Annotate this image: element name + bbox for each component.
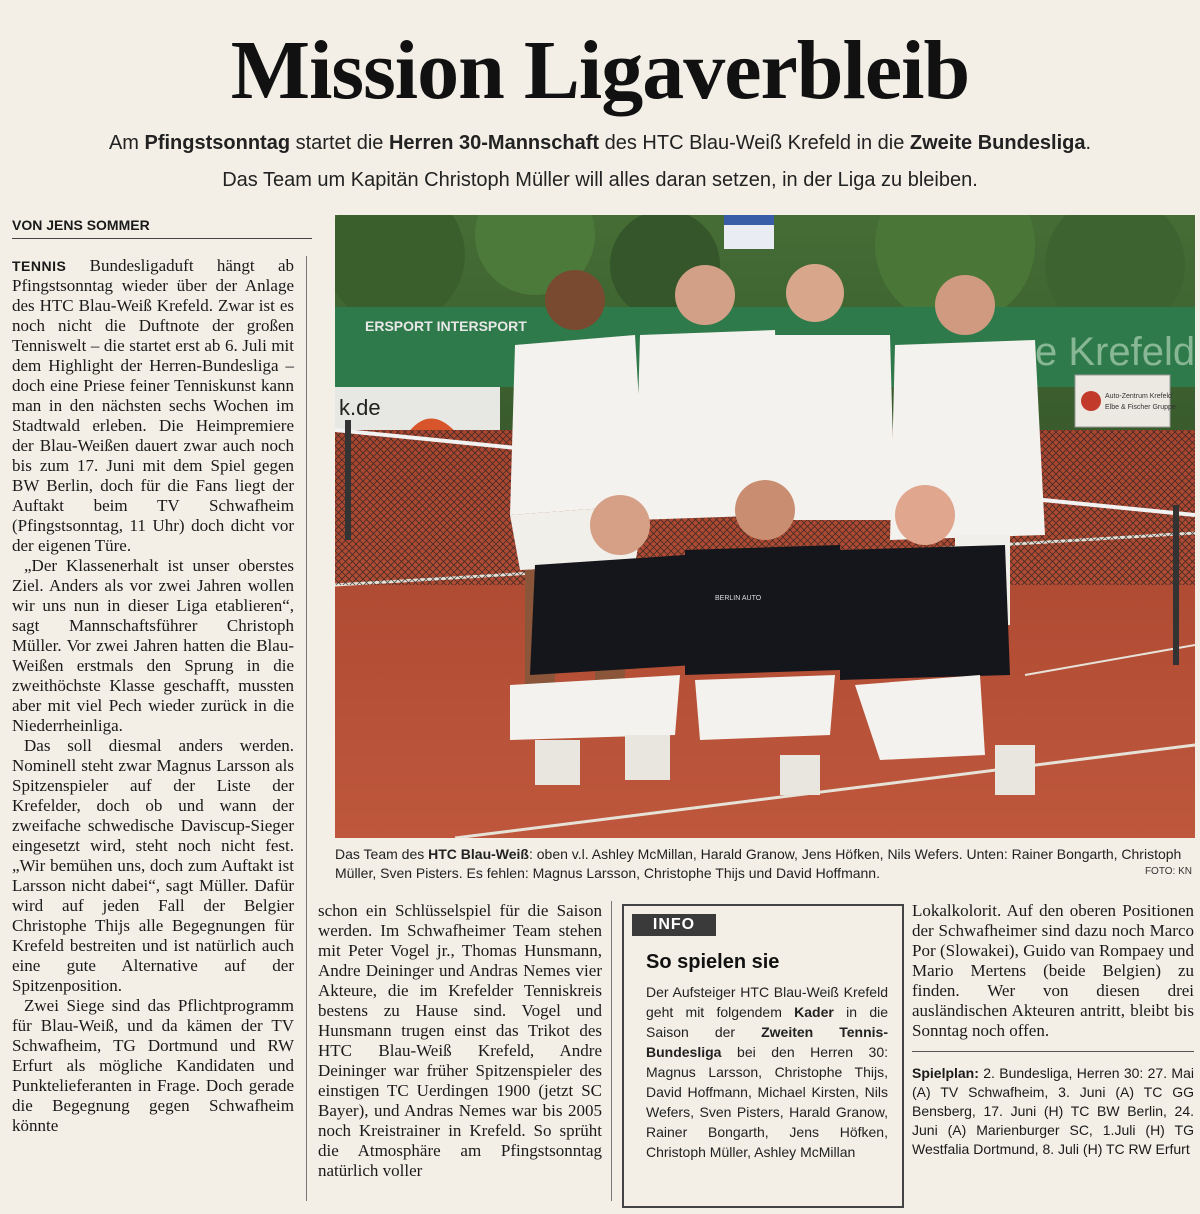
sub-bold-herren: Herren 30-Mannschaft bbox=[388, 132, 600, 154]
info-bold-liga: Zweiten Tennis-Bundesliga bbox=[646, 1024, 888, 1060]
article-column-3 bbox=[912, 901, 1194, 1159]
caption-text: Das Team des bbox=[335, 846, 429, 862]
column-divider bbox=[611, 901, 612, 1201]
sub-text: Am bbox=[108, 132, 145, 154]
paragraph-text: Bundesligaduft hängt ab Pfingstsonntag wieder über der Anlage des HTC Blau-Weiß Krefeld. Zwar ist es noch nicht die Duftnote der großen Tenniswelt – die startet erst ab 6. Juli mit dem Highlight der Herren-Bundesliga – doch eine Priese feiner Tenniskunst kann man in den nächsten sechs Wochen im Stadtwald erleben. Die Heimpremiere der Blau-Weißen dauert zwar auch noch bis zum 17. Juni mit dem Spiel gegen BW Berlin, doch für die Fans liegt der Auftakt beim TV Schwafheim (Pfingstsonntag, 11 Uhr) doch dicht vor der eigenen Türe. bbox=[12, 256, 294, 555]
info-body bbox=[646, 982, 888, 1162]
article-column-2 bbox=[318, 901, 602, 1181]
shirt-text: BERLIN AUTO bbox=[715, 595, 762, 602]
photo-caption bbox=[335, 845, 1195, 883]
info-title: So spielen sie bbox=[646, 951, 780, 973]
info-tag: INFO bbox=[632, 914, 716, 936]
info-text: Der Aufsteiger HTC Blau-Weiß Krefeld geht mit folgendem bbox=[646, 984, 888, 1020]
subheadline-line-2: Das Team um Kapitän Christoph Müller will alles daran setzen, in der Liga zu bleiben. bbox=[222, 169, 978, 191]
paragraph-4: Zwei Siege sind das Pflichtprogramm für Blau-Weiß, und da kämen der TV Schwafheim, TG Dortmund und RW Erfurt als mögliche Kandidaten und Punktelieferanten in Frage. Doch gerade die Begegnung gegen Schwafheim könnte bbox=[12, 996, 294, 1135]
banner-text: ERSPORT INTERSPORT bbox=[365, 318, 527, 334]
info-text: in die Saison der bbox=[646, 1004, 888, 1040]
sub-text: des HTC Blau-Weiß Krefeld in die bbox=[599, 132, 910, 154]
byline: VON JENS SOMMER bbox=[12, 216, 312, 239]
caption-bold: HTC Blau-Weiß bbox=[428, 846, 529, 862]
subheadline-line-1 bbox=[0, 131, 1200, 155]
headline: Mission Ligaverbleib bbox=[230, 24, 970, 117]
caption-text: : oben v.l. Ashley McMillan, Harald Granow, Jens Höfken, Nils Wefers. Unten: Rainer Bongarth, Christoph Müller, Sven Pisters. Es fehlen: Magnus Larsson, Christophe Thijs und David Hoffmann. bbox=[335, 846, 1182, 881]
sign-text: k.de bbox=[339, 395, 381, 420]
info-box bbox=[622, 904, 904, 1208]
paragraph-3: Das soll diesmal anders werden. Nominell steht zwar Magnus Larsson als Spitzenspieler auf der Liste der Krefelder, doch ob und wann der zweifache schwedische Daviscup-Sieger eingesetzt wird, steht noch nicht fest. „Wir bemühen uns, doch zum Auftakt ist Larsson nicht dabei“, sagt Müller. Dafür wird auf jeden Fall der Belgier Christophe Thijs alle Begegnungen für Krefeld bestreiten und ist natürlich auch eine gute Alternative auf der Spitzenposition. bbox=[12, 736, 294, 995]
team-photo bbox=[335, 215, 1195, 838]
banner-text: e Krefeld bbox=[1035, 330, 1195, 374]
info-text: bei den Herren 30: Magnus Larsson, Christophe Thijs, David Hoffmann, Michael Kirsten, Nils Wefers, Sven Pisters, Harald Granow, Rainer Bongarth, Jens Höfken, Christoph Müller, Ashley McMillan bbox=[646, 1044, 888, 1160]
photo-credit: FOTO: KN bbox=[1144, 866, 1192, 877]
sign-text: Auto-Zentrum Krefeld bbox=[1105, 393, 1172, 400]
sign-text: Elbe & Fischer Gruppe bbox=[1105, 404, 1176, 411]
paragraph-5: schon ein Schlüsselspiel für die Saison werden. Im Schwafheimer Team stehen mit Peter Vogel jr., Thomas Hunsmann, Andre Deininger und Andras Nemes vier Akteure, die im Krefelder Tenniskreis bestens zu Hause sind. Vogel und Hunsmann trugen einst das Trikot des HTC Blau-Weiß Krefeld, Andre Deininger war früher Spitzenspieler des einstigen TC Uerdingen 1900 (jetzt SC Bayer), und Andras Nemes war bis 2005 noch Kreistrainer in Krefeld. So sprüht die Atmosphäre am Pfingstsonntag natürlich voller bbox=[318, 901, 602, 1180]
spielplan-divider bbox=[912, 1051, 1194, 1052]
article-column-1 bbox=[12, 256, 294, 1136]
sub-bold-pfingstsonntag: Pfingstsonntag bbox=[144, 132, 291, 154]
sub-text: . bbox=[1085, 132, 1092, 154]
paragraph-1 bbox=[12, 256, 294, 556]
spielplan-label: Spielplan: bbox=[912, 1065, 979, 1081]
spielplan-text: 2. Bundesliga, Herren 30: 27. Mai (A) TV Schwafheim, 3. Juni (A) TC GG Bensberg, 17. Juni (H) TC BW Berlin, 24. Juni (A) Marienburger SC, 1.Juli (H) TG Westfalia Dortmund, 8. Juli (H) TC RW Erfurt bbox=[912, 1065, 1194, 1157]
sub-bold-bundesliga: Zweite Bundesliga bbox=[909, 132, 1086, 154]
spielplan bbox=[912, 1064, 1194, 1159]
column-divider bbox=[306, 256, 307, 1201]
paragraph-2: „Der Klassenerhalt ist unser oberstes Ziel. Anders als vor zwei Jahren wollen wir uns nun in dieser Liga etablieren“, sagt Mannschaftsführer Christoph Müller. Vor zwei Jahren hatten die Blau-Weißen erstmals den Sprung in die zweithöchste Klasse geschafft, mussten aber mit viel Pech wieder zurück in die Niederrheinliga. bbox=[12, 556, 294, 735]
paragraph-6: Lokalkolorit. Auf den oberen Positionen der Schwafheimer sind dazu noch Marco Por (Slowakei), Guido van Rompaey und Mario Mertens (beide Belgien) zu finden. Wer von diesen drei ausländischen Akteuren antritt, bleibt bis Sonntag noch offen. bbox=[912, 901, 1194, 1040]
info-bold-kader: Kader bbox=[794, 1004, 834, 1020]
sub-text: startet die bbox=[290, 132, 389, 154]
kicker: TENNIS bbox=[12, 258, 67, 274]
